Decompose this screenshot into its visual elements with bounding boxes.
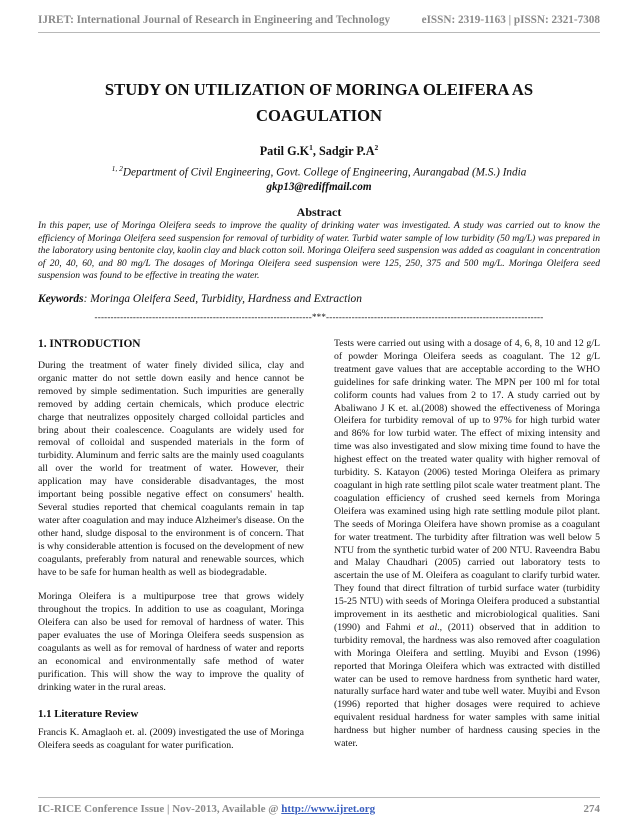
author-2-mark: 2 <box>374 143 379 152</box>
conference-issue: IC-RICE Conference Issue | Nov-2013, Available @ <box>38 803 282 815</box>
running-header <box>38 14 600 26</box>
literature-paragraph-1: Francis K. Amaglaoh et. al. (2009) investigated the use of Moringa Oleifera seeds as coagulant for water purification. <box>38 726 304 751</box>
right-column <box>334 338 600 763</box>
author-separator: , <box>312 144 319 159</box>
section-separator: --------------------------------------------------------------------***-------------------------------------------------------------------- <box>94 312 544 322</box>
literature-review-heading: 1.1 Literature Review <box>38 707 139 720</box>
et-al-italic: et al <box>416 621 438 633</box>
author-1: Patil G.K <box>259 144 310 159</box>
page-footer <box>38 803 600 815</box>
keywords-text: : Moringa Oleifera Seed, Turbidity, Hardness and Extraction <box>83 293 362 305</box>
journal-name: IJRET: International Journal of Research in Engineering and Technology <box>38 14 391 26</box>
journal-link[interactable]: http://www.ijret.org <box>281 803 376 815</box>
affiliation-text: Department of Civil Engineering, Govt. College of Engineering, Aurangabad (M.S.) India <box>122 166 527 179</box>
author-line <box>38 143 600 159</box>
author-2: Sadgir P.A <box>318 144 375 159</box>
paper-title: STUDY ON UTILIZATION OF MORINGA OLEIFERA AS COAGULATION <box>104 80 534 125</box>
literature-paragraph-2 <box>334 338 600 751</box>
literature-text-part-b: ., (2011) observed that in addition to turbidity removal, the hardness was also removed after coagulation with Moringa Oleifera and settling. Muyibi and Evson (1996) reported that Moringa Oleifera which was extracted with distilled water can be used to remove hardness from synthetic hard water, naturally surface hard water and tube well water. Muyibi and Evson (1996) reported that higher dosages were required to achieve equivalent residual hardness for water samples with same initial hardness but higher number of hardness causing species in the water. <box>334 621 600 750</box>
left-column <box>38 337 304 764</box>
affiliation-marks: 1, 2 <box>111 164 123 173</box>
issn-numbers: eISSN: 2319-1163 | pISSN: 2321-7308 <box>421 14 600 26</box>
page-number: 274 <box>583 803 600 815</box>
keywords-line <box>38 293 600 305</box>
introduction-heading: 1. INTRODUCTION <box>38 338 141 350</box>
intro-paragraph-1: During the treatment of water finely divided silica, clay and organic matter do not settle down easily and hence cannot be removed by simple sedimentation. Such impurities are generally removed by adding certain chemicals, which produce electric charge that neutralizes oppositely charged colloidal particles and bring about their coalescence. Coagulants are widely used for removal of colloidal and suspended materials in the form of turbidity. Aluminum and ferric salts are the mainly used coagulants all over the world for treatment of water. However, their application may have considerable disadvantages, the most important being possible negative effect on consumers' health. Several studies reported that chemical coagulants remain in tap water after coagulation and may induce Alzheimer's disease. On the other hand, sludge disposal to the environment is of concern. That is why considerable attention is focused on the development of new coagulants, preferably from natural and renewable sources, which have to be safe for human health as well as biodegradable. <box>38 360 304 578</box>
abstract-text: In this paper, use of Moringa Oleifera seeds to improve the quality of drinking water was investigated. A study was carried out to know the efficiency of Moringa Oleifera seed suspension for removal of turbidity of water. Turbid water sample of low turbidity (50 mg/L) was prepared in the laboratory using bentonite clay, kaolin clay and black cotton soil. Moringa Oleifera seed suspension was added as coagulant in concentration of 20, 40, 60, and 80 mg/L The dosages of Moringa Oleifera seed suspension were 125, 250, 375 and 500 mg/L. Moringa Oleifera seed suspension was found to be effective in treating the water. <box>38 220 600 282</box>
keywords-label: Keywords <box>38 293 84 305</box>
author-1-mark: 1 <box>309 143 313 152</box>
footer-rule <box>38 797 600 798</box>
header-rule <box>38 32 600 33</box>
author-email: gkp13@rediffmail.com <box>266 181 372 193</box>
affiliation <box>38 164 600 179</box>
literature-text-part-a: Tests were carried out using with a dosage of 4, 6, 8, 10 and 12 g/L of powder Moringa Oleifera seeds as coagulant. The 12 g/L treatment gave values that are acceptable according to the WHO guidelines for safe drinking water. The MPN per 100 ml for total coliform counts had values from 2 to 17. A study carried out by Abaliwano J K et. al.(2008) showed the effectiveness of Moringa Oleifera for turbidity removal of up to 97% for high turbid water and 86% for low turbid water. The effect of mixing intensity and time was also investigated and slow mixing time found to have the highest effect on the treated water quality with higher removal of turbidity. S. Katayon (2006) tested Moringa Oleifera as primary coagulant in high rate settling pilot scale water treatment plant. The coagulation efficiency of crushed seed kernels from Moringa Oleifera was examined using high rate settling module pilot plant. The seeds of Moringa Oleifera have shown promise as a coagulant for water treatment. The turbidity after filtration was well below 5 NTU from the synthetic turbid water of 200 NTU. Raveendra Babu and Malay Chaudhari (2005) carried out laboratory tests to ascertain the use of M. Oleifera as coagulant to clarify turbid water. They found that direct filtration of turbid surface water (turbidity 15-25 NTU) with seeds of Moringa Oleifera produced a substantial improvement in its aesthetic and microbiological qualities. Sani (1990) and Fahmi <box>334 338 600 633</box>
abstract-heading: Abstract <box>296 205 342 219</box>
intro-paragraph-2: Moringa Oleifera is a multipurpose tree that grows widely throughout the tropics. In addition to use as coagulant, Moringa Oleifera can also be used for removal of hardness of water. This paper evaluates the use of Moringa Oleifera seeds suspension as coagulants as well as for removal of hardness of water and reports an economical and environmentally safe method of water purification. This will show the way to improve the quality of drinking water in the rural areas. <box>38 591 304 693</box>
footer-left <box>38 803 375 815</box>
